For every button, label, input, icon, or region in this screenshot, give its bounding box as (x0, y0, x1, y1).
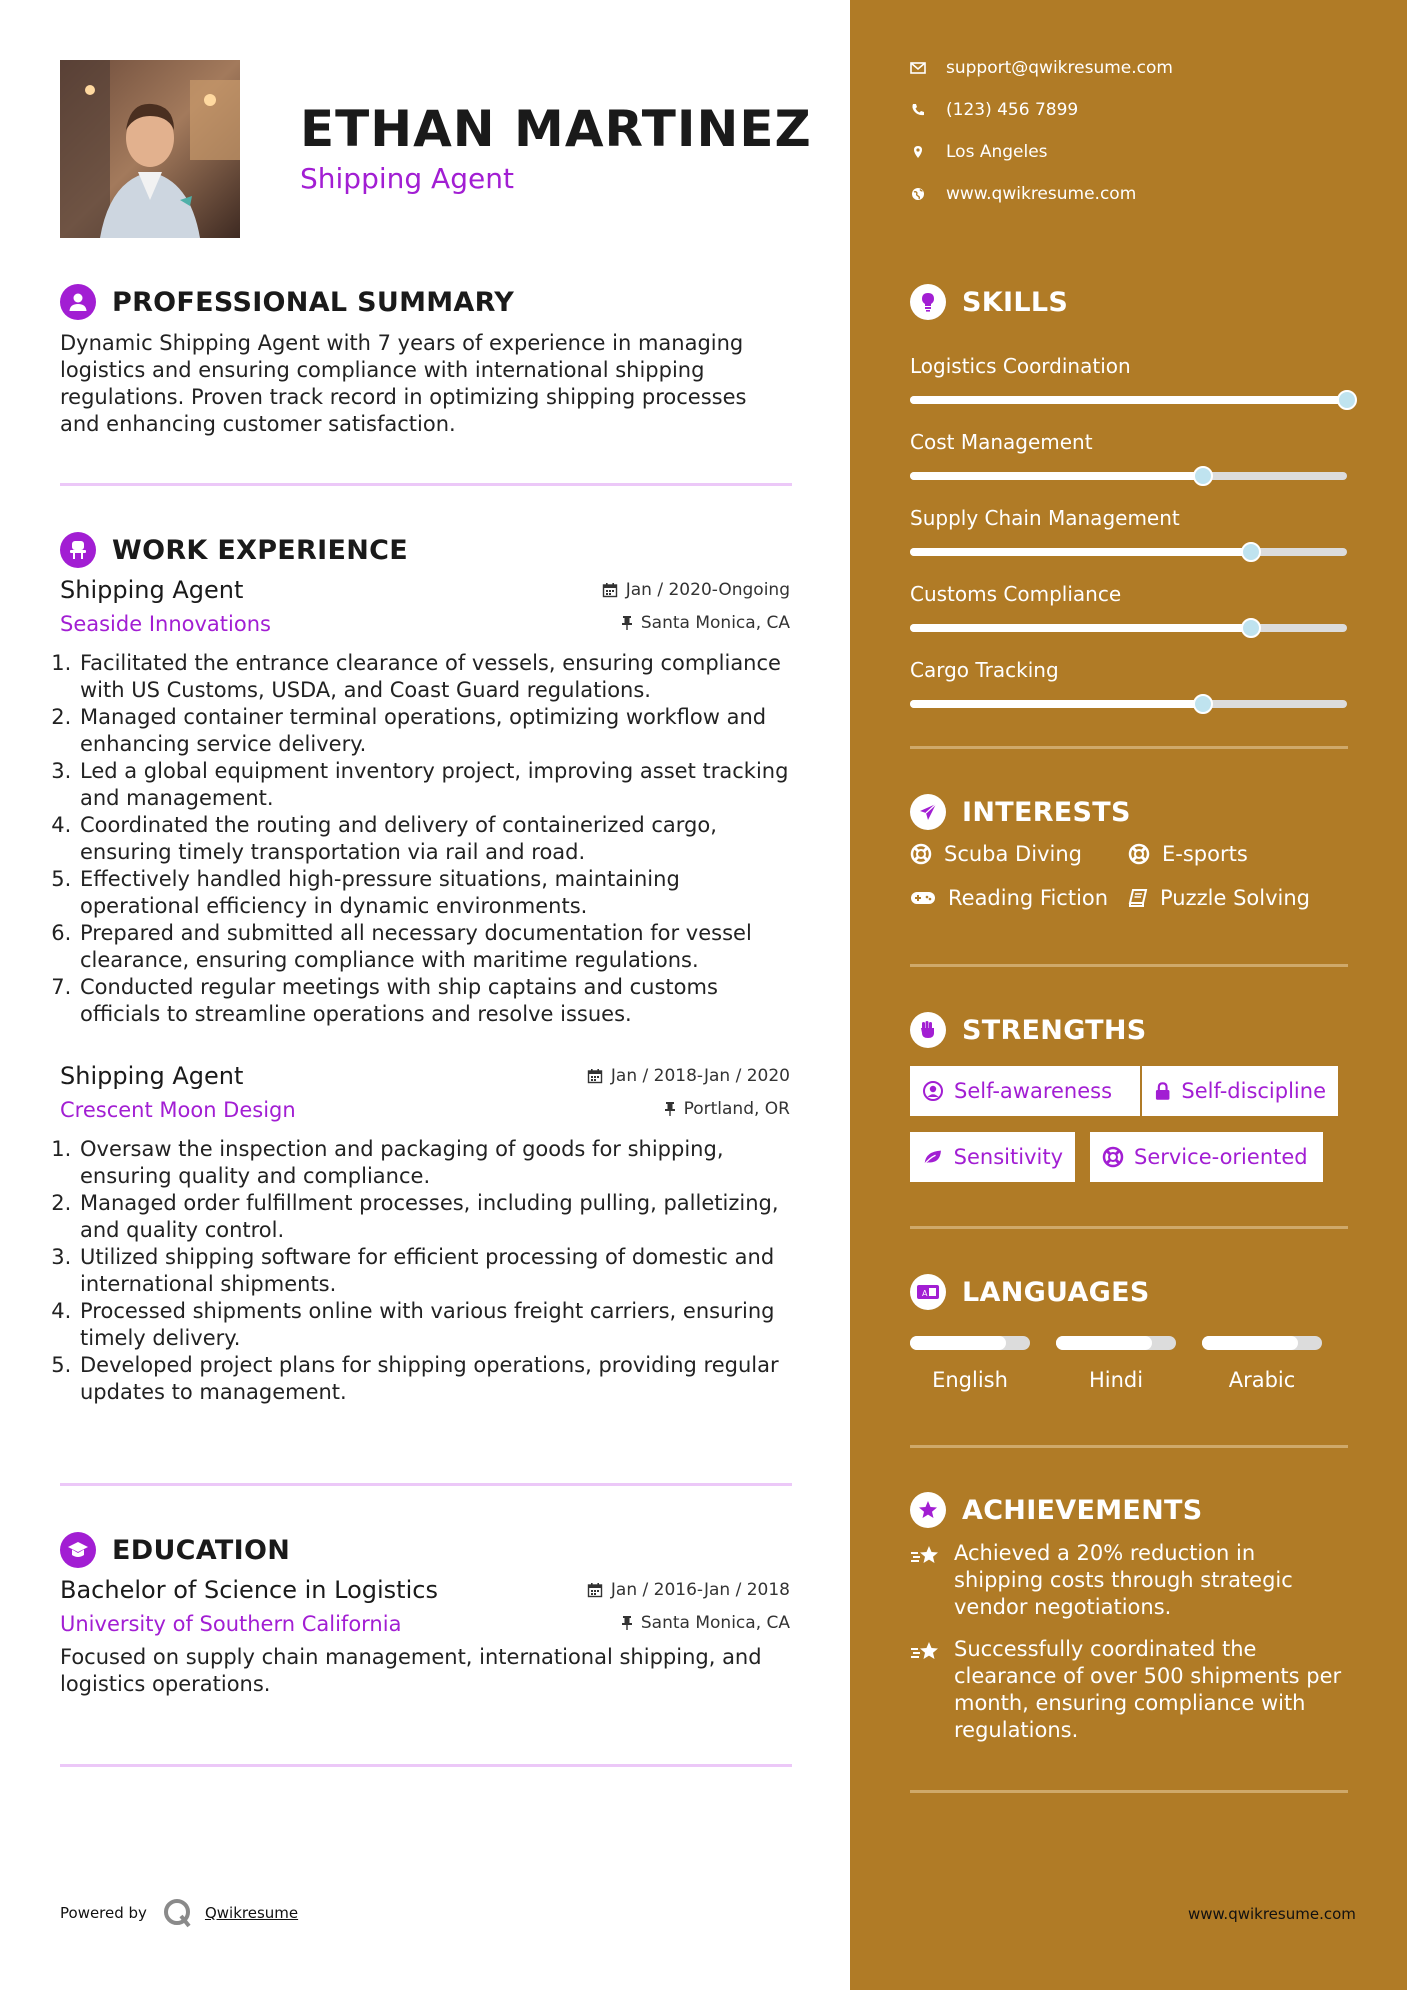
graduation-cap-icon (60, 1532, 96, 1568)
shooting-star-icon (910, 1544, 940, 1570)
education-header (60, 1530, 790, 1570)
duty-item: 5. Effectively handled high-pressure situations, maintaining operational efficiency in dynamic environments. (78, 866, 790, 920)
skills-header (910, 282, 1350, 322)
education-location (621, 1613, 790, 1633)
job-duties (60, 1136, 790, 1406)
contact-email[interactable] (910, 58, 1173, 78)
email-text: support@qwikresume.com (946, 58, 1173, 78)
job-date-text: Jan / 2020-Ongoing (625, 580, 790, 600)
achievement-item (910, 1636, 1350, 1744)
divider (60, 1764, 792, 1767)
interest-item (1128, 842, 1248, 866)
education-section (60, 1530, 790, 1698)
skill-bar-fill (910, 396, 1347, 404)
language-bar-fill (910, 1336, 1006, 1350)
job-date (602, 580, 790, 600)
language-bar (1056, 1336, 1176, 1350)
duty-item: 7. Conducted regular meetings with ship captains and customs officials to streamline operations and resolve issues. (78, 974, 790, 1028)
skill-bar-fill (910, 700, 1203, 708)
strength-label: Self-discipline (1181, 1079, 1326, 1103)
duty-item: 4. Processed shipments online with various freight carriers, ensuring timely delivery. (78, 1298, 790, 1352)
interest-label: Puzzle Solving (1160, 886, 1310, 910)
skill-slider-knob (1241, 618, 1261, 638)
calendar-icon (602, 582, 618, 598)
skill-slider-knob (1337, 390, 1357, 410)
divider (910, 1445, 1348, 1448)
contact-phone[interactable] (910, 100, 1078, 120)
duty-item: 4. Coordinated the routing and delivery of containerized cargo, ensuring timely transportation via rail and road. (78, 812, 790, 866)
star-badge-icon (910, 1492, 946, 1528)
school-name: University of Southern California (60, 1612, 402, 1636)
pin-icon (621, 615, 633, 631)
experience-section (60, 530, 790, 1406)
life-ring-icon (1102, 1146, 1124, 1168)
interests-section (910, 792, 1350, 910)
language-bar (1202, 1336, 1322, 1350)
job-location (621, 613, 790, 633)
skills-list (910, 322, 1350, 742)
skill-bar (910, 548, 1347, 556)
candidate-title: Shipping Agent (300, 162, 514, 195)
duty-item: 1. Facilitated the entrance clearance of vessels, ensuring compliance with US Customs, USDA, and Coast Guard regulations. (78, 650, 790, 704)
skills-section (910, 282, 1350, 742)
duty-item: 6. Prepared and submitted all necessary documentation for vessel clearance, ensuring compliance with maritime regulations. (78, 920, 790, 974)
user-circle-icon (922, 1080, 944, 1102)
skill-bar (910, 700, 1347, 708)
profile-photo (60, 60, 240, 238)
footer-site[interactable]: www.qwikresume.com (1188, 1905, 1356, 1923)
divider (910, 964, 1348, 967)
paper-plane-icon (910, 794, 946, 830)
life-ring-icon (910, 843, 932, 865)
qwikresume-link[interactable]: Qwikresume (204, 1904, 299, 1922)
sidebar (850, 0, 1407, 1990)
summary-section (60, 282, 790, 438)
education-date-text: Jan / 2016-Jan / 2018 (610, 1580, 790, 1600)
interest-item (910, 886, 1108, 910)
interests-header (910, 792, 1350, 832)
contact-location (910, 142, 1048, 162)
skills-heading: SKILLS (962, 286, 1069, 318)
website-text: www.qwikresume.com (946, 184, 1137, 204)
skill-bar (910, 472, 1347, 480)
degree-title: Bachelor of Science in Logistics (60, 1576, 438, 1604)
strength-chip (910, 1132, 1075, 1182)
language-label: Arabic (1228, 1368, 1296, 1392)
languages-section (910, 1272, 1350, 1402)
education-location-text: Santa Monica, CA (640, 1613, 790, 1633)
job-title: Shipping Agent (60, 1062, 244, 1090)
duty-item: 3. Utilized shipping software for efficient processing of domestic and international shipments. (78, 1244, 790, 1298)
gamepad-icon (910, 889, 936, 907)
job-title: Shipping Agent (60, 576, 244, 604)
strength-label: Service-oriented (1134, 1145, 1308, 1169)
skill-label: Customs Compliance (910, 582, 1122, 606)
skill-bar (910, 396, 1347, 404)
powered-by-label: Powered by (60, 1904, 147, 1922)
location-icon (913, 145, 923, 159)
language-bar (910, 1336, 1030, 1350)
skill-bar-fill (910, 624, 1251, 632)
achievements-heading: ACHIEVEMENTS (962, 1494, 1203, 1526)
strengths-section (910, 1010, 1350, 1169)
achievements-header (910, 1490, 1350, 1530)
summary-text: Dynamic Shipping Agent with 7 years of experience in managing logistics and ensuring compliance with international shipping regulations. Proven track record in optimizing shipping processes and enhancing customer satisfaction. (60, 331, 747, 436)
calendar-icon (587, 1582, 603, 1598)
skill-label: Cargo Tracking (910, 658, 1059, 682)
duty-item: 1. Oversaw the inspection and packaging of goods for shipping, ensuring quality and compliance. (78, 1136, 790, 1190)
candidate-name: ETHAN MARTINEZ (300, 100, 812, 158)
interest-label: Reading Fiction (948, 886, 1109, 910)
education-text: Focused on supply chain management, international shipping, and logistics operations. (60, 1645, 762, 1696)
education-heading: EDUCATION (112, 1534, 291, 1566)
skill-label: Supply Chain Management (910, 506, 1180, 530)
languages-header (910, 1272, 1350, 1312)
job-duties (60, 650, 790, 1028)
interest-label: E-sports (1162, 842, 1248, 866)
duty-item: 2. Managed container terminal operations, optimizing workflow and enhancing service delivery. (78, 704, 790, 758)
skill-bar-fill (910, 548, 1251, 556)
job-date-text: Jan / 2018-Jan / 2020 (610, 1066, 790, 1086)
skill-bar-fill (910, 472, 1203, 480)
skill-slider-knob (1193, 694, 1213, 714)
strength-chip (1090, 1132, 1323, 1182)
language-label: Hindi (1088, 1368, 1144, 1392)
footer-powered (60, 1896, 298, 1930)
divider (910, 1790, 1348, 1793)
strength-label: Self-awareness (954, 1079, 1113, 1103)
strengths-heading: STRENGTHS (962, 1014, 1147, 1046)
phone-icon (911, 103, 925, 117)
job-location-text: Santa Monica, CA (640, 613, 790, 633)
lightbulb-icon (910, 284, 946, 320)
language-bar-fill (1056, 1336, 1152, 1350)
globe-icon (911, 187, 925, 201)
location-text: Los Angeles (946, 142, 1048, 162)
envelope-icon (910, 62, 926, 74)
job-company: Seaside Innovations (60, 612, 271, 636)
qwikresume-logo-icon (161, 1896, 195, 1930)
strength-chip (1142, 1066, 1338, 1116)
skill-slider-knob (1193, 466, 1213, 486)
duty-item: 2. Managed order fulfillment processes, including pulling, palletizing, and quality control. (78, 1190, 790, 1244)
interest-label: Scuba Diving (944, 842, 1082, 866)
lock-icon (1154, 1081, 1171, 1101)
phone-text: (123) 456 7899 (946, 100, 1079, 120)
divider (60, 483, 792, 486)
pin-icon (664, 1101, 676, 1117)
divider (910, 746, 1348, 749)
life-ring-icon (1128, 843, 1150, 865)
interests-heading: INTERESTS (962, 796, 1131, 828)
job-date (587, 1066, 790, 1086)
achievement-text: Achieved a 20% reduction in shipping costs through strategic vendor negotiations. (954, 1541, 1293, 1619)
skill-label: Cost Management (910, 430, 1093, 454)
skill-label: Logistics Coordination (910, 354, 1131, 378)
education-entry (60, 1576, 790, 1698)
calendar-icon (587, 1068, 603, 1084)
achievements-section (910, 1490, 1350, 1742)
experience-header (60, 530, 790, 570)
education-date (587, 1580, 790, 1600)
shooting-star-icon (910, 1640, 940, 1666)
user-icon (60, 284, 96, 320)
strength-label: Sensitivity (953, 1145, 1063, 1169)
pin-icon (621, 1615, 633, 1631)
interest-item (1128, 886, 1310, 910)
job-entry (60, 576, 790, 1028)
duty-item: 5. Developed project plans for shipping operations, providing regular updates to management. (78, 1352, 790, 1406)
experience-heading: WORK EXPERIENCE (112, 534, 408, 566)
divider (910, 1226, 1348, 1229)
job-location (664, 1099, 790, 1119)
job-company: Crescent Moon Design (60, 1098, 296, 1122)
interest-item (910, 842, 1082, 866)
book-icon (1128, 888, 1148, 908)
achievement-text: Successfully coordinated the clearance of over 500 shipments per month, ensuring compliance with regulations. (954, 1637, 1342, 1742)
divider (60, 1483, 792, 1486)
job-entry (60, 1062, 790, 1406)
fist-icon (910, 1012, 946, 1048)
chair-icon (60, 532, 96, 568)
strength-chip (910, 1066, 1140, 1116)
job-location-text: Portland, OR (683, 1099, 790, 1119)
language-label: English (932, 1368, 1008, 1392)
achievement-item (910, 1540, 1350, 1621)
languages-list (910, 1312, 1350, 1402)
strengths-header (910, 1010, 1350, 1050)
summary-header (60, 282, 790, 322)
leaf-icon (922, 1147, 944, 1167)
summary-heading: PROFESSIONAL SUMMARY (112, 286, 515, 318)
translate-icon (910, 1274, 946, 1310)
skill-bar (910, 624, 1347, 632)
language-bar-fill (1202, 1336, 1298, 1350)
contact-website[interactable] (910, 184, 1136, 204)
duty-item: 3. Led a global equipment inventory project, improving asset tracking and management. (78, 758, 790, 812)
svg-text:A: A (922, 1289, 928, 1298)
skill-slider-knob (1241, 542, 1261, 562)
languages-heading: LANGUAGES (962, 1276, 1150, 1308)
